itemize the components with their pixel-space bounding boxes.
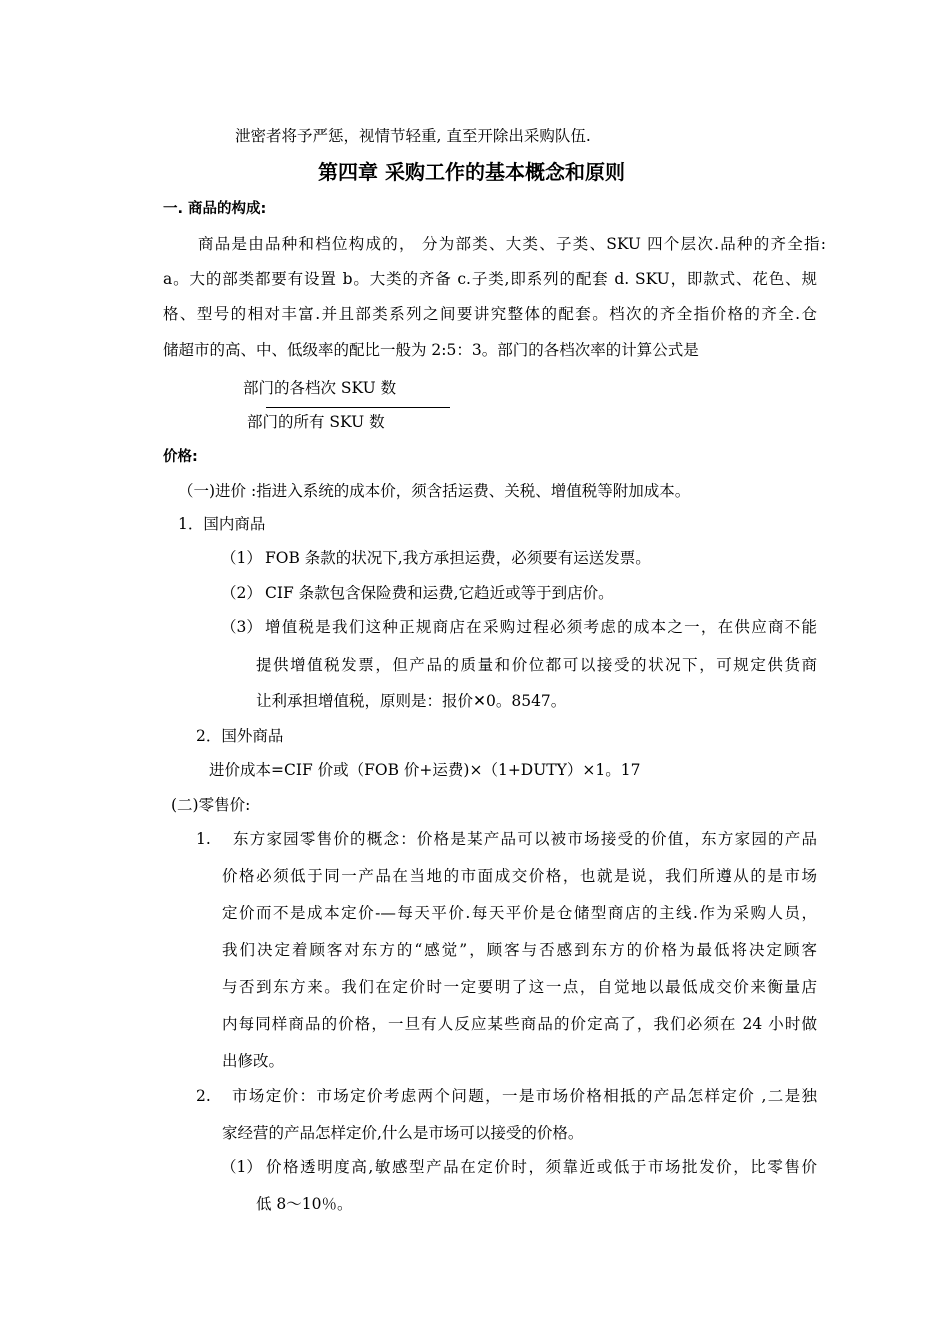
list-item-text: 让利承担增值税，原则是：报价✕0。8547。: [256, 692, 567, 710]
foreign-heading: 2．国外商品: [196, 727, 284, 745]
fraction-bar: [266, 407, 450, 408]
price-heading: 价格:: [163, 449, 198, 465]
list-item-text: 增值税是我们这种正规商店在采购过程必须考虑的成本之一，在供应商不能: [265, 618, 817, 636]
list-number: 1.: [196, 830, 211, 848]
chapter-title: 第四章 采购工作的基本概念和原则: [318, 160, 625, 184]
composition-para-line: a。大的部类都要有设置 b。大类的齐备 c.子类,即系列的配套 d. SKU，即款式、花色、规: [163, 270, 817, 288]
list-item-text: 东方家园零售价的概念：价格是某产品可以被市场接受的价值，东方家园的产品: [233, 830, 817, 848]
list-item-text: 与否到东方来。我们在定价时一定要明了这一点，自觉地以最低成交价来衡量店: [222, 978, 817, 996]
domestic-heading: 1．国内商品: [178, 515, 266, 533]
list-number: （1）: [221, 549, 262, 567]
list-item-text: 内每同样商品的价格，一旦有人反应某些商品的价定高了，我们必须在 24 小时做: [222, 1015, 817, 1033]
list-item-text: 价格透明度高,敏感型产品在定价时，须靠近或低于市场批发价，比零售价: [266, 1158, 817, 1176]
list-item-text: 出修改。: [222, 1052, 285, 1070]
formula-denominator: 部门的所有 SKU 数: [247, 413, 385, 431]
intro-line: 泄密者将予严惩，视情节轻重, 直至开除出采购队伍.: [235, 127, 591, 145]
list-number: （3）: [221, 618, 262, 636]
list-number: （2）: [221, 584, 262, 602]
list-item-text: 低 8～10％。: [256, 1195, 353, 1213]
list-item-text: 提供增值税发票，但产品的质量和价位都可以接受的状况下，可规定供货商: [256, 656, 817, 674]
list-number: （1）: [221, 1158, 262, 1176]
section-heading-composition: 一. 商品的构成:: [163, 201, 267, 217]
list-item-text: 市场定价：市场定价考虑两个问题，一是市场价格相抵的产品怎样定价 ,二是独: [232, 1087, 817, 1105]
list-item-text: 定价而不是成本定价-—每天平价.每天平价是仓储型商店的主线.作为采购人员，: [222, 904, 817, 922]
list-item-text: 我们决定着顾客对东方的“感觉”，顾客与否感到东方的价格为最低将决定顾客: [222, 941, 817, 959]
list-item-text: 家经营的产品怎样定价,什么是市场可以接受的价格。: [222, 1124, 584, 1142]
foreign-formula: 进价成本=CIF 价或（FOB 价+运费)×（1+DUTY）×1。17: [209, 761, 641, 779]
purchase-price-line: [178, 481, 690, 501]
composition-para-line: 储超市的高、中、低级率的配比一般为 2:5：3。部门的各档次率的计算公式是: [163, 341, 699, 359]
composition-para-line: 商品是由品种和档位构成的， 分为部类、大类、子类、SKU 四个层次.品种的齐全指:: [198, 235, 826, 253]
list-item-text: 价格必须低于同一产品在当地的市面成交价格，也就是说，我们所遵从的是市场: [222, 867, 817, 885]
formula-numerator: 部门的各档次 SKU 数: [243, 379, 397, 397]
list-number: 2.: [196, 1087, 211, 1105]
list-item-text: FOB 条款的状况下,我方承担运费，必须要有运送发票。: [265, 549, 651, 567]
retail-heading: (二)零售价:: [171, 796, 251, 814]
purchase-price-label: （一)进价 :: [178, 482, 257, 500]
composition-para-line: 格、型号的相对丰富.并且部类系列之间要讲究整体的配套。档次的齐全指价格的齐全.仓: [163, 305, 817, 323]
list-item-text: CIF 条款包含保险费和运费,它趋近或等于到店价。: [265, 584, 614, 602]
purchase-price-text: 指进入系统的成本价，须含括运费、关税、增值税等附加成本。: [256, 482, 691, 500]
